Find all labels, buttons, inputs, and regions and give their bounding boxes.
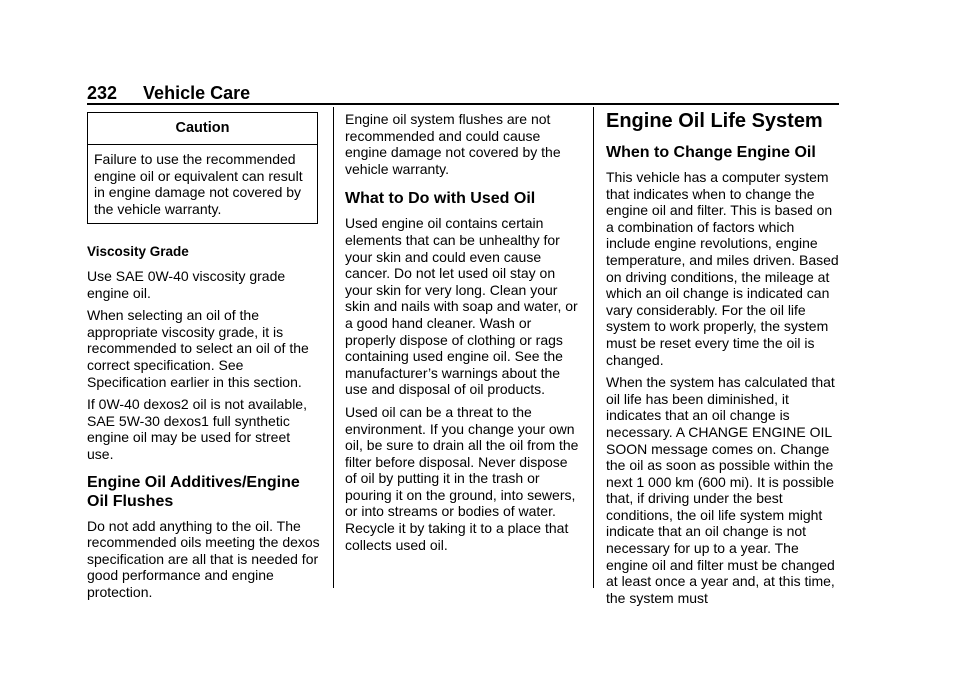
additives-heading: Engine Oil Additives/Engine Oil Flushes — [87, 473, 300, 510]
oil-life-title: Engine Oil Life System — [606, 110, 823, 132]
caution-title: Caution — [88, 113, 317, 145]
column-divider — [593, 107, 594, 588]
column-divider — [333, 107, 334, 588]
column-3 — [606, 109, 841, 612]
used-oil-paragraph: Used oil can be a threat to the environment. If you change your own oil, be sure to drain all the oil from the filter before disposal. Never dispose of oil by putting it in the trash or pouring it on the ground, into sewers, or into streams or bodies of water. Recycle it by taking it to a place that collects used oil. — [345, 403, 579, 553]
additives-paragraph: Engine oil system flushes are not recommended and could cause engine damage not covered by the vehicle warranty. — [345, 111, 561, 177]
column-2 — [345, 111, 580, 559]
page-header — [87, 83, 250, 105]
page-number: 232 — [87, 83, 118, 103]
viscosity-paragraph: Use SAE 0W-40 viscosity grade engine oil. — [87, 267, 286, 301]
viscosity-paragraph: If 0W-40 dexos2 oil is not available, SAE 5W-30 dexos1 full synthetic engine oil may be used for street use. — [87, 396, 307, 462]
additives-paragraph: Do not add anything to the oil. The recommended oils meeting the dexos specification are all that is needed for good performance and engine protection. — [87, 517, 320, 600]
viscosity-paragraph: When selecting an oil of the appropriate viscosity grade, it is recommended to select an oil of the correct specification. See Specification earlier in this section. — [87, 307, 309, 390]
header-rule — [87, 103, 839, 105]
oil-life-paragraph: When the system has calculated that oil life has been diminished, it indicates that an oil change is necessary. A CHANGE ENGINE OIL SOON message comes on. Change the oil as soon as possible within the next 1 000 km (600 mi). It is possible that, if driving under the best conditions, the oil life system might indicate that an oil change is not necessary for up to a year. The engine oil and filter must be changed at least once a year and, at this time, the system must — [606, 374, 835, 606]
used-oil-paragraph: Used engine oil contains certain elements that can be unhealthy for your skin and could even cause cancer. Do not let used oil stay on your skin for very long. Clean your skin and nails with soap and water, or a good hand cleaner. Wash or properly dispose of clothing or rags containing used engine oil. See the manufacturer’s warnings about the use and disposal of oil products. — [345, 215, 578, 398]
caution-text: Failure to use the recommended engine oil or equivalent can result in engine damage not covered by the vehicle warranty. — [94, 151, 303, 217]
caution-box — [87, 112, 318, 224]
oil-life-subheading: When to Change Engine Oil — [606, 144, 816, 161]
viscosity-heading: Viscosity Grade — [87, 244, 189, 260]
column-1 — [87, 112, 320, 606]
section-title: Vehicle Care — [143, 83, 251, 103]
oil-life-paragraph: This vehicle has a computer system that indicates when to change the engine oil and filter. This is based on a combination of factors which include engine revolutions, engine temperature, and miles driven. Based on driving conditions, the mileage at which an oil change is indicated can vary considerably. For the oil life system to work properly, the system must be reset every time the oil is changed. — [606, 169, 839, 368]
used-oil-heading: What to Do with Used Oil — [345, 190, 536, 208]
